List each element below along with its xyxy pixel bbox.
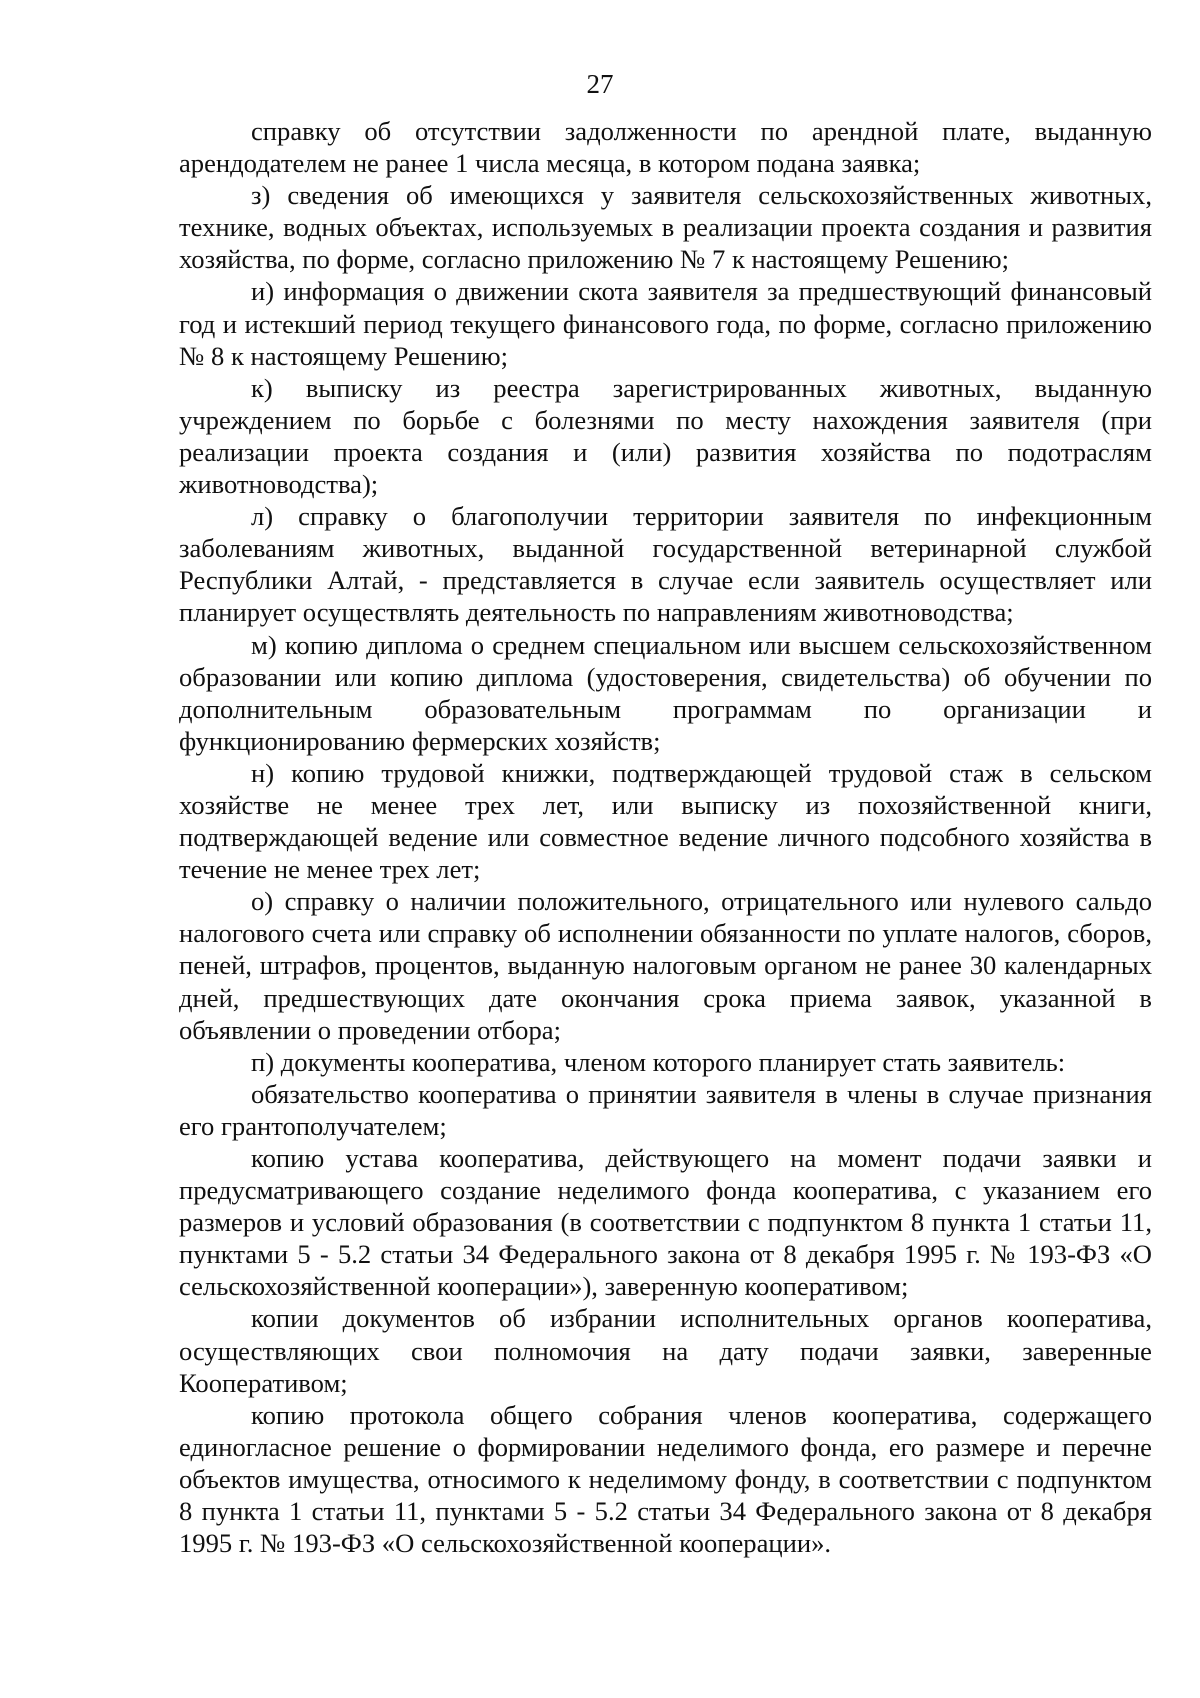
paragraph-l-veterinary-certificate: л) справку о благополучии территории заявителя по инфекционным заболеваниям животных, выданной государственной ветеринарной службой Республики Алтай, - представляется в случае если заявитель осуществляет или планирует осуществлять деятельность по направлениям животноводства;: [179, 501, 1152, 628]
paragraph-meeting-protocol: копию протокола общего собрания членов кооператива, содержащего единогласное решение о формировании неделимого фонда, его размере и перечне объектов имущества, относимого к неделимому фонду, в соответствии с подпунктом 8 пункта 1 статьи 11, пунктами 5 - 5.2 статьи 34 Федерального закона от 8 декабря 1995 г. № 193-ФЗ «О сельскохозяйственной кооперации».: [179, 1399, 1152, 1559]
document-body: [179, 115, 1152, 1559]
paragraph-rent-certificate: справку об отсутствии задолженности по арендной плате, выданную арендодателем не ранее 1 числа месяца, в котором подана заявка;: [179, 116, 1152, 179]
paragraph-k-animal-registry: к) выписку из реестра зарегистрированных животных, выданную учреждением по борьбе с болезнями по месту нахождения заявителя (при реализации проекта создания и (или) развития хозяйства по подотраслям животноводства);: [179, 372, 1152, 500]
paragraph-m-diploma: м) копию диплома о среднем специальном или высшем сельскохозяйственном образовании или копию диплома (удостоверения, свидетельства) об обучении по дополнительным образовательным программам по организации и функционированию фермерских хозяйств;: [179, 629, 1152, 756]
paragraph-p-cooperative-documents: п) документы кооператива, членом которого планирует стать заявитель:: [251, 1046, 1066, 1077]
paragraph-cooperative-obligation: обязательство кооператива о принятии заявителя в члены в случае признания его грантополучателем;: [179, 1078, 1152, 1141]
paragraph-z-animals-equipment: з) сведения об имеющихся у заявителя сельскохозяйственных животных, технике, водных объектах, используемых в реализации проекта создания и развития хозяйства, по форме, согласно приложению № 7 к настоящему Решению;: [179, 180, 1152, 275]
paragraph-executive-bodies: копии документов об избрании исполнительных органов кооператива, осуществляющих свои полномочия на дату подачи заявки, заверенные Кооперативом;: [179, 1303, 1152, 1398]
paragraph-o-tax-certificate: о) справку о наличии положительного, отрицательного или нулевого сальдо налогового счета или справку об исполнении обязанности по уплате налогов, сборов, пеней, штрафов, процентов, выданную налоговым органом не ранее 30 календарных дней, предшествующих дате окончания срока приема заявок, указанной в объявлении о проведении отбора;: [179, 886, 1152, 1045]
paragraph-n-employment-record: н) копию трудовой книжки, подтверждающей трудовой стаж в сельском хозяйстве не менее трех лет, или выписку из похозяйственной книги, подтверждающей ведение или совместное ведение личного подсобного хозяйства в течение не менее трех лет;: [179, 757, 1152, 885]
paragraph-i-livestock-movement: и) информация о движении скота заявителя за предшествующий финансовый год и истекший период текущего финансового года, по форме, согласно приложению № 8 к настоящему Решению;: [179, 276, 1152, 371]
page-number: 27: [586, 69, 614, 99]
paragraph-cooperative-charter: копию устава кооператива, действующего на момент подачи заявки и предусматривающего создание неделимого фонда кооператива, с указанием его размеров и условий образования (в соответствии с подпунктом 8 пункта 1 статьи 11, пунктами 5 - 5.2 статьи 34 Федерального закона от 8 декабря 1995 г. № 193-ФЗ «О сельскохозяйственной кооперации»), заверенную кооперативом;: [179, 1143, 1152, 1302]
